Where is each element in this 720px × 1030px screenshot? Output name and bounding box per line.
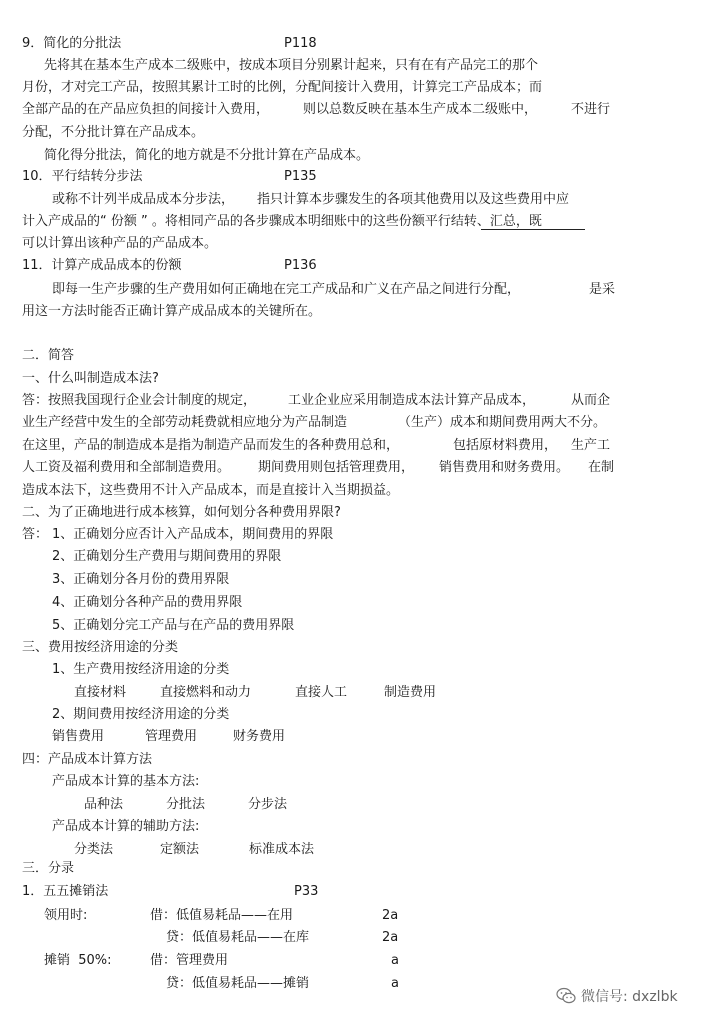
- text-line-39-part-3: 2a: [382, 908, 399, 923]
- text-line-4-part-2: 则以总数反映在基本生产成本二级账中，: [303, 102, 538, 117]
- text-line-31-part-2: 管理费用: [145, 729, 198, 744]
- text-line-29-part-4: 制造费用: [384, 685, 437, 700]
- text-line-35: 产品成本计算的辅助方法:: [52, 819, 200, 834]
- text-line-20: 造成本法下，这些费用不计入产品成本，而是直接计入当期损益。: [22, 483, 400, 498]
- text-line-41-part-3: a: [391, 953, 399, 968]
- text-line-18-part-2: 包括原材料费用，: [453, 438, 558, 453]
- text-line-19-part-4: 在制: [588, 460, 615, 475]
- text-line-29-part-1: 直接材料: [74, 685, 127, 700]
- watermark-text: 微信号: dxzlbk: [581, 989, 678, 1005]
- text-line-17-part-1: 业生产经营中发生的全部劳动耗费就相应地分为产品制造: [22, 415, 348, 430]
- text-line-4-part-3: 不进行: [571, 102, 611, 117]
- text-line-2: 先将其在基本生产成本二级账中，按成本项目分别累计起来，只有在有产品完工的那个: [44, 58, 539, 73]
- text-line-31-part-1: 销售费用: [52, 729, 105, 744]
- text-line-11-part-2: P136: [284, 258, 317, 273]
- text-line-17-part-2: （生产）成本和期间费用两大不分。: [398, 415, 607, 430]
- text-line-12-part-1: 即每一生产步骤的生产费用如何正确地在完工产成品和广义在产品之间进行分配，: [52, 282, 521, 297]
- text-line-1-part-1: 9．简化的分批法: [22, 36, 122, 51]
- wechat-icon: [556, 987, 576, 1005]
- text-line-18-part-3: 生产工: [571, 438, 611, 453]
- text-line-42-part-2: a: [391, 976, 399, 991]
- text-line-32: 四：产品成本计算方法: [22, 752, 153, 767]
- text-line-39-part-2: 借：低值易耗品——在用: [150, 908, 294, 923]
- text-line-3: 月份，才对完工产品，按照其累计工时的比例，分配间接计入费用，计算完工产品成本；而: [22, 80, 543, 95]
- text-line-7-part-2: P135: [284, 169, 317, 184]
- text-line-36-part-2: 定额法: [160, 842, 200, 857]
- text-line-24: 3、正确划分各月份的费用界限: [52, 572, 230, 587]
- text-line-26: 5、正确划分完工产品与在产品的费用界限: [52, 618, 295, 633]
- text-line-25: 4、正确划分各种产品的费用界限: [52, 595, 243, 610]
- text-line-16-part-1: 答：按照我国现行企业会计制度的规定，: [22, 393, 257, 408]
- text-line-5: 分配，不分批计算在产品成本。: [22, 125, 205, 140]
- text-line-37: 三．分录: [22, 861, 75, 876]
- text-line-22-part-2: 1、正确划分应否计入产品成本，期间费用的界限: [52, 527, 334, 542]
- text-line-41-part-2: 借：管理费用: [150, 953, 229, 968]
- text-underline: [481, 229, 585, 230]
- text-line-19-part-2: 期间费用则包括管理费用，: [258, 460, 415, 475]
- text-line-18-part-1: 在这里，产品的制造成本是指为制造产品而发生的各种费用总和，: [22, 438, 400, 453]
- text-line-36-part-3: 标准成本法: [249, 842, 315, 857]
- text-line-29-part-3: 直接人工: [295, 685, 348, 700]
- text-line-40-part-1: 贷：低值易耗品——在库: [166, 930, 310, 945]
- text-line-39-part-1: 领用时:: [44, 908, 88, 923]
- text-line-33: 产品成本计算的基本方法:: [52, 774, 200, 789]
- text-line-22-part-1: 答：: [22, 527, 49, 542]
- text-line-16-part-2: 工业企业应采用制造成本法计算产品成本，: [288, 393, 536, 408]
- text-line-8-part-1: 或称不计列半成品成本分步法，: [52, 192, 235, 207]
- text-line-9: 计入产成品的“ 份额 ” 。将相同产品的各步骤成本明细账中的这些份额平行结转、汇总，既: [22, 214, 542, 229]
- text-line-11-part-1: 11．计算产成品成本的份额: [22, 258, 182, 273]
- text-line-1-part-2: P118: [284, 36, 317, 51]
- text-line-34-part-2: 分批法: [166, 797, 206, 812]
- text-line-27: 三、费用按经济用途的分类: [22, 640, 179, 655]
- text-line-19-part-3: 销售费用和财务费用。: [439, 460, 570, 475]
- text-line-7-part-1: 10．平行结转分步法: [22, 169, 143, 184]
- text-line-16-part-3: 从而企: [571, 393, 611, 408]
- text-line-28: 1、生产费用按经济用途的分类: [52, 662, 230, 677]
- text-line-38-part-2: P33: [294, 884, 319, 899]
- text-line-23: 2、正确划分生产费用与期间费用的界限: [52, 549, 282, 564]
- text-line-30: 2、期间费用按经济用途的分类: [52, 707, 230, 722]
- text-line-21: 二、为了正确地进行成本核算，如何划分各种费用界限?: [22, 505, 341, 520]
- text-line-29-part-2: 直接燃料和动力: [160, 685, 252, 700]
- text-line-36-part-1: 分类法: [74, 842, 114, 857]
- text-line-13: 用这一方法时能否正确计算产成品成本的关键所在。: [22, 304, 322, 319]
- text-line-34-part-1: 品种法: [84, 797, 124, 812]
- text-line-10: 可以计算出该种产品的产品成本。: [22, 236, 218, 251]
- wechat-watermark: [556, 986, 678, 1006]
- text-line-12-part-2: 是采: [589, 282, 616, 297]
- text-line-6: 简化得分批法，简化的地方就是不分批计算在产品成本。: [44, 148, 370, 163]
- text-line-40-part-2: 2a: [382, 930, 399, 945]
- text-line-4-part-1: 全部产品的在产品应负担的间接计入费用，: [22, 102, 270, 117]
- text-line-34-part-3: 分步法: [248, 797, 288, 812]
- text-line-41-part-1: 摊销 50%:: [44, 953, 112, 968]
- text-line-31-part-3: 财务费用: [233, 729, 286, 744]
- text-line-14: 二．简答: [22, 348, 75, 363]
- text-line-19-part-1: 人工资及福利费用和全部制造费用。: [22, 460, 231, 475]
- text-line-42-part-1: 贷：低值易耗品——摊销: [166, 976, 310, 991]
- text-line-8-part-2: 指只计算本步骤发生的各项其他费用以及这些费用中应: [257, 192, 570, 207]
- text-line-15: 一、什么叫制造成本法?: [22, 371, 159, 386]
- text-line-38-part-1: 1．五五摊销法: [22, 884, 109, 899]
